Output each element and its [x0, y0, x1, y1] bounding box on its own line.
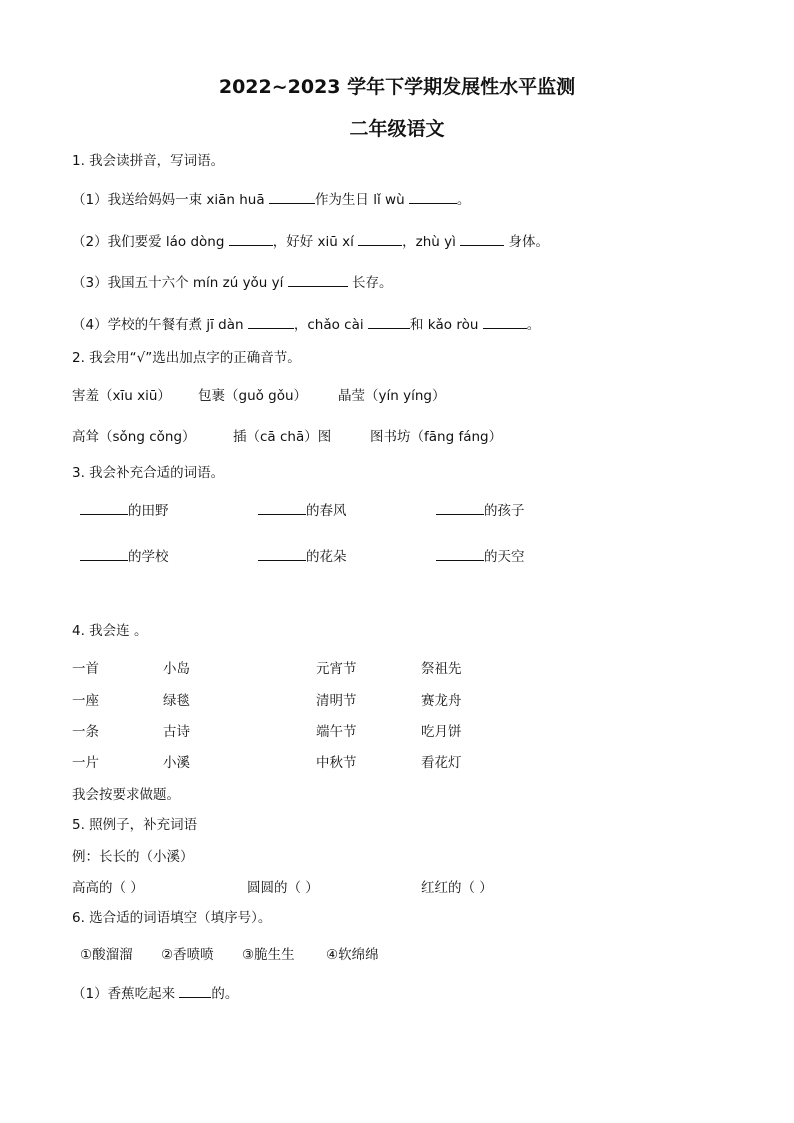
q6-option: ①酸溜溜: [80, 947, 133, 963]
q1-1-text-b: 作为生日 lǐ wù: [314, 192, 405, 208]
q3-text: 的花朵: [306, 549, 347, 565]
q4-cell[interactable]: 一条: [72, 724, 99, 740]
q1-item-3: [72, 272, 393, 292]
answer-blank[interactable]: [358, 231, 402, 246]
answer-blank[interactable]: [179, 983, 211, 998]
q4-cell[interactable]: 一首: [72, 661, 99, 677]
answer-blank[interactable]: [436, 546, 484, 561]
section-note: 我会按要求做题。: [72, 787, 180, 803]
answer-blank[interactable]: [483, 314, 527, 329]
q4-cell[interactable]: 赛龙舟: [421, 693, 462, 709]
answer-blank[interactable]: [269, 189, 315, 204]
q2-option[interactable]: 插（cā chā）图: [233, 429, 332, 445]
answer-blank[interactable]: [368, 314, 410, 329]
q3-text: 的孩子: [484, 503, 525, 519]
answer-blank[interactable]: [288, 272, 348, 287]
q2-option[interactable]: 图书坊（fāng fáng）: [370, 429, 503, 445]
q6-1-text-b: 的。: [211, 986, 239, 1002]
q5-heading: 5. 照例子，补充词语: [72, 817, 198, 833]
q4-cell[interactable]: 端午节: [316, 724, 357, 740]
q3-heading: 3. 我会补充合适的词语。: [72, 465, 225, 481]
q4-cell[interactable]: 元宵节: [316, 661, 357, 677]
answer-blank[interactable]: [258, 546, 306, 561]
q3-item: [436, 500, 525, 520]
answer-blank[interactable]: [409, 189, 457, 204]
q1-2-text-c: ，zhù yì: [402, 234, 456, 250]
q1-4-text-b: ，chǎo cài: [293, 317, 364, 333]
q4-cell[interactable]: 小岛: [163, 661, 190, 677]
q3-item: [80, 546, 169, 566]
page-title: 2022~2023 学年下学期发展性水平监测: [218, 76, 576, 98]
q4-heading: 4. 我会连 。: [72, 623, 148, 639]
q1-item-2: [72, 231, 549, 251]
q5-item[interactable]: 高高的（ ）: [72, 880, 144, 896]
q4-cell[interactable]: 看花灯: [421, 755, 462, 771]
q1-heading: 1. 我会读拼音，写词语。: [72, 153, 225, 169]
q4-cell[interactable]: 清明节: [316, 693, 357, 709]
q5-item[interactable]: 红红的（ ）: [421, 880, 493, 896]
answer-blank[interactable]: [229, 231, 273, 246]
q4-cell[interactable]: 小溪: [163, 755, 190, 771]
q1-2-text-a: （2）我们要爱 láo dòng: [72, 234, 225, 250]
q1-2-text-d: 身体。: [508, 234, 549, 250]
q3-text: 的田野: [128, 503, 169, 519]
q6-1-text-a: （1）香蕉吃起来: [72, 986, 176, 1002]
q2-heading: 2. 我会用“√”选出加点字的正确音节。: [72, 350, 301, 366]
q6-option: ④软绵绵: [326, 947, 379, 963]
q4-cell[interactable]: 中秋节: [316, 755, 357, 771]
q4-cell[interactable]: 绿毯: [163, 693, 190, 709]
q3-text: 的春风: [306, 503, 347, 519]
q1-1-text-a: （1）我送给妈妈一束 xiān huā: [72, 192, 265, 208]
page-subtitle: 二年级语文: [349, 118, 445, 140]
q1-4-text-c: 和 kǎo ròu: [409, 317, 479, 333]
answer-blank[interactable]: [248, 314, 294, 329]
q1-4-text-a: （4）学校的午餐有煮 jī dàn: [72, 317, 244, 333]
q3-item: [258, 546, 347, 566]
q3-item: [258, 500, 347, 520]
q6-option: ③脆生生: [242, 947, 295, 963]
answer-blank[interactable]: [460, 231, 504, 246]
q3-text: 的天空: [484, 549, 525, 565]
q3-text: 的学校: [128, 549, 169, 565]
answer-blank[interactable]: [80, 546, 128, 561]
q4-cell[interactable]: 古诗: [163, 724, 190, 740]
answer-blank[interactable]: [80, 500, 128, 515]
q1-item-4: [72, 314, 540, 334]
q4-cell[interactable]: 一片: [72, 755, 99, 771]
q1-item-1: [72, 189, 470, 209]
q6-option: ②香喷喷: [161, 947, 214, 963]
q6-item-1: [72, 983, 238, 1003]
q3-item: [436, 546, 525, 566]
answer-blank[interactable]: [436, 500, 484, 515]
q1-3-text-a: （3）我国五十六个 mín zú yǒu yí: [72, 275, 284, 291]
q4-cell[interactable]: 吃月饼: [421, 724, 462, 740]
answer-blank[interactable]: [258, 500, 306, 515]
q1-2-text-b: ，好好 xiū xí: [272, 234, 354, 250]
q4-cell[interactable]: 一座: [72, 693, 99, 709]
q3-item: [80, 500, 169, 520]
q2-option[interactable]: 害羞（xīu xiū）: [72, 388, 171, 404]
q5-item[interactable]: 圆圆的（ ）: [247, 880, 319, 896]
q4-cell[interactable]: 祭祖先: [421, 661, 462, 677]
q2-option[interactable]: 包裹（guǒ gǒu）: [198, 388, 308, 404]
q1-1-text-c: 。: [456, 192, 471, 208]
q1-4-text-d: 。: [526, 317, 541, 333]
q2-option[interactable]: 高耸（sǒng cǒng）: [72, 429, 196, 445]
q6-heading: 6. 选合适的词语填空（填序号）。: [72, 910, 272, 926]
q2-option[interactable]: 晶莹（yín yíng）: [338, 388, 446, 404]
q5-example: 例：长长的（小溪）: [72, 849, 194, 865]
q1-3-text-b: 长存。: [352, 275, 393, 291]
